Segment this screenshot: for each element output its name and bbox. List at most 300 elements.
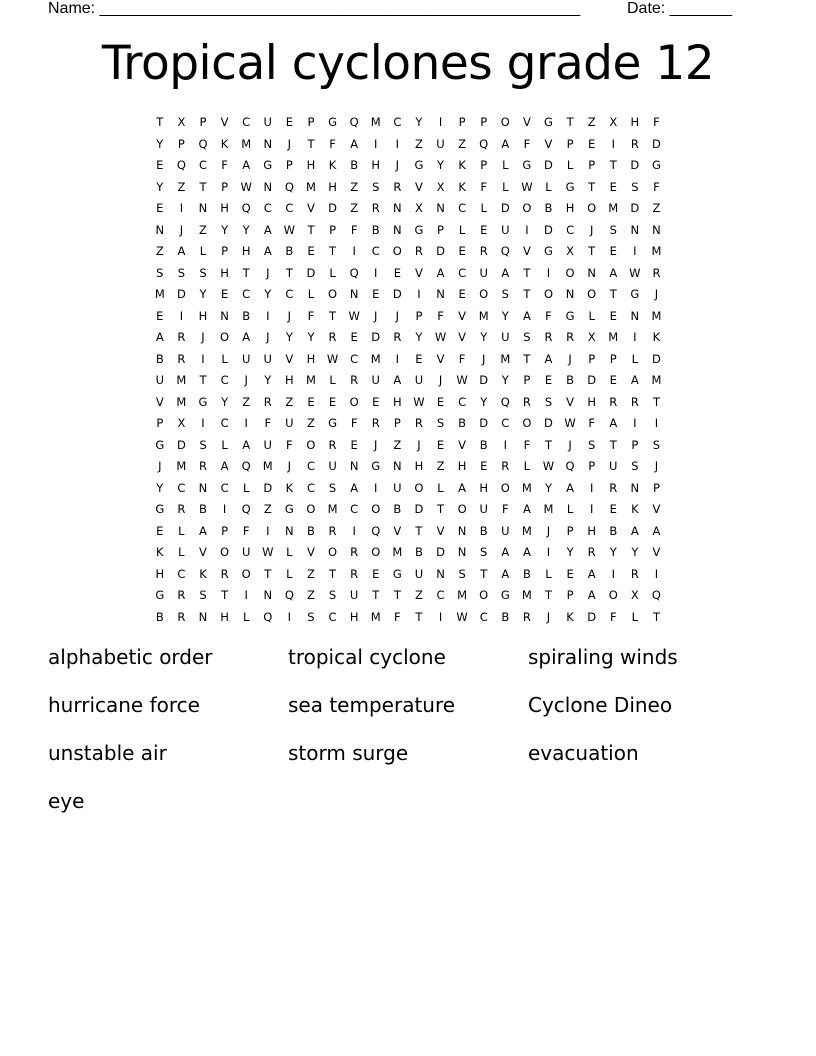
grid-letter: I — [374, 136, 378, 151]
grid-letter: U — [479, 502, 488, 516]
grid-letter: J — [201, 330, 205, 344]
grid-letter: J — [438, 373, 443, 387]
grid-letter: B — [609, 523, 618, 538]
grid-letter: R — [479, 244, 488, 258]
grid-letter: C — [350, 502, 359, 516]
grid-letter: J — [395, 308, 400, 323]
grid-letter: V — [458, 308, 467, 323]
grid-letter: R — [630, 566, 639, 581]
grid-letter: H — [393, 394, 402, 409]
grid-letter: W — [240, 179, 252, 194]
grid-letter: V — [522, 115, 531, 129]
grid-letter: B — [566, 373, 575, 387]
grid-letter: A — [242, 437, 251, 452]
grid-letter: M — [176, 394, 187, 409]
grid-letter: R — [328, 437, 337, 452]
grid-letter: A — [242, 158, 251, 172]
grid-letter: A — [566, 480, 575, 495]
grid-letter: D — [544, 222, 553, 237]
grid-letter: Z — [285, 394, 294, 409]
grid-letter: T — [393, 588, 401, 602]
grid-letter: W — [262, 545, 274, 559]
grid-letter: G — [500, 588, 510, 602]
grid-letter: O — [392, 244, 402, 258]
grid-letter: M — [370, 609, 381, 624]
grid-letter: N — [630, 480, 640, 495]
grid-letter: T — [652, 609, 660, 624]
grid-letter: O — [500, 115, 510, 129]
grid-letter: A — [242, 330, 251, 344]
grid-letter: R — [393, 330, 402, 344]
grid-letter: O — [587, 287, 597, 301]
grid-letter: V — [414, 265, 423, 280]
grid-letter: D — [328, 201, 337, 215]
grid-letter: H — [371, 158, 381, 172]
grid-letter: B — [393, 502, 402, 516]
grid-letter: W — [348, 308, 360, 323]
grid-letter: Y — [199, 287, 207, 301]
grid-letter: T — [588, 244, 596, 258]
grid-letter: J — [654, 459, 659, 473]
grid-letter: N — [393, 459, 402, 473]
grid-letter: M — [651, 308, 662, 323]
page-title: Tropical cyclones grade 12 — [101, 36, 715, 91]
grid-letter: L — [286, 566, 293, 581]
grid-letter: L — [242, 609, 250, 624]
grid-letter: A — [263, 244, 272, 258]
grid-letter: N — [652, 222, 661, 237]
grid-letter: I — [179, 201, 184, 215]
grid-letter: E — [609, 244, 617, 258]
grid-letter: S — [307, 609, 315, 624]
grid-letter: I — [244, 588, 248, 602]
grid-letter: I — [222, 502, 227, 516]
grid-letter: E — [436, 437, 445, 452]
grid-letter: I — [352, 244, 356, 258]
grid-row — [149, 155, 667, 177]
grid-letter: I — [633, 416, 637, 430]
grid-letter: Z — [350, 179, 359, 194]
grid-letter: N — [436, 201, 445, 215]
grid-letter: H — [587, 394, 596, 409]
grid-letter: B — [479, 523, 488, 538]
grid-letter: N — [220, 308, 229, 323]
grid-letter: I — [266, 523, 270, 538]
grid-letter: V — [544, 136, 553, 151]
grid-letter: O — [306, 502, 316, 516]
grid-letter: O — [220, 545, 230, 559]
grid-letter: T — [329, 244, 337, 258]
grid-letter: I — [266, 308, 270, 323]
grid-letter: P — [393, 416, 401, 430]
grid-letter: V — [652, 502, 661, 516]
grid-letter: W — [456, 609, 468, 624]
grid-letter: B — [522, 566, 531, 581]
grid-letter: T — [566, 115, 574, 129]
grid-letter: U — [241, 351, 251, 366]
grid-letter: P — [588, 459, 596, 473]
grid-letter: M — [521, 480, 532, 495]
grid-letter: L — [631, 609, 639, 624]
word-list-item: hurricane force — [48, 693, 200, 717]
grid-row — [149, 263, 667, 285]
grid-letter: F — [501, 502, 509, 516]
grid-letter: C — [242, 115, 251, 129]
grid-letter: T — [415, 523, 423, 538]
grid-letter: S — [523, 330, 531, 344]
grid-letter: M — [521, 523, 532, 538]
grid-letter: N — [587, 265, 596, 280]
grid-letter: L — [545, 566, 552, 581]
grid-letter: H — [630, 115, 640, 129]
name-field-label: Name: ______________________________________________________ — [48, 0, 581, 17]
grid-letter: Z — [436, 459, 445, 473]
grid-letter: A — [652, 523, 661, 538]
grid-letter: J — [546, 523, 551, 538]
grid-letter: J — [568, 437, 572, 452]
grid-letter: A — [458, 480, 467, 495]
grid-letter: Q — [349, 115, 359, 129]
grid-letter: D — [544, 158, 553, 172]
grid-letter: T — [609, 287, 617, 301]
grid-letter: L — [286, 545, 293, 559]
grid-letter: R — [350, 566, 359, 581]
grid-row — [149, 392, 667, 414]
grid-letter: L — [178, 545, 185, 559]
grid-letter: T — [307, 222, 315, 237]
grid-letter: C — [458, 201, 467, 215]
grid-letter: P — [588, 351, 596, 366]
grid-letter: K — [458, 158, 466, 172]
grid-letter: I — [395, 351, 400, 366]
grid-letter: T — [609, 437, 617, 452]
grid-letter: O — [306, 437, 316, 452]
grid-letter: V — [566, 394, 575, 409]
grid-letter: Z — [307, 588, 315, 602]
grid-letter: C — [350, 351, 359, 366]
grid-letter: C — [263, 201, 272, 215]
grid-letter: A — [501, 265, 510, 280]
grid-letter: N — [565, 287, 575, 301]
grid-letter: P — [523, 373, 531, 387]
grid-letter: Y — [544, 480, 552, 495]
grid-letter: N — [457, 545, 467, 559]
grid-letter: I — [611, 136, 615, 151]
grid-letter: D — [306, 265, 316, 280]
grid-letter: A — [393, 373, 402, 387]
grid-letter: T — [372, 588, 380, 602]
grid-letter: F — [545, 308, 552, 323]
grid-letter: H — [220, 609, 229, 624]
grid-letter: C — [479, 609, 488, 624]
grid-letter: A — [199, 523, 207, 538]
grid-letter: F — [480, 179, 488, 194]
grid-letter: U — [414, 373, 424, 387]
grid-letter: T — [544, 437, 552, 452]
grid-letter: R — [177, 351, 186, 366]
grid-letter: G — [522, 158, 532, 172]
grid-letter: P — [437, 222, 444, 237]
grid-letter: A — [522, 502, 531, 516]
grid-letter: M — [521, 588, 532, 602]
grid-letter: U — [414, 566, 424, 581]
grid-letter: K — [458, 179, 466, 194]
grid-letter: I — [244, 416, 248, 430]
grid-row — [149, 564, 667, 586]
grid-letter: Q — [500, 244, 510, 258]
grid-letter: H — [414, 459, 424, 473]
grid-letter: D — [263, 480, 273, 495]
grid-letter: D — [587, 373, 597, 387]
grid-letter: N — [393, 201, 402, 215]
grid-letter: G — [544, 115, 553, 129]
grid-letter: A — [522, 545, 531, 559]
grid-letter: K — [652, 330, 661, 344]
grid-letter: Q — [284, 588, 294, 602]
grid-letter: N — [457, 523, 467, 538]
grid-letter: M — [305, 373, 316, 387]
word-list-item: storm surge — [288, 741, 409, 765]
grid-letter: S — [501, 287, 509, 301]
grid-letter: U — [501, 523, 510, 538]
grid-letter: Z — [652, 201, 661, 215]
grid-row — [149, 542, 667, 564]
grid-letter: E — [372, 287, 380, 301]
grid-letter: B — [501, 609, 510, 624]
grid-letter: M — [154, 287, 165, 301]
grid-letter: A — [630, 373, 639, 387]
grid-letter: I — [438, 609, 443, 624]
grid-letter: E — [350, 330, 358, 344]
grid-letter: L — [329, 265, 336, 280]
grid-letter: Y — [285, 330, 293, 344]
grid-letter: N — [630, 222, 640, 237]
grid-letter: N — [630, 308, 640, 323]
grid-letter: C — [501, 416, 510, 430]
grid-letter: C — [220, 416, 229, 430]
grid-letter: E — [307, 244, 315, 258]
grid-letter: Q — [241, 502, 251, 516]
grid-letter: G — [371, 459, 381, 473]
grid-letter: W — [413, 394, 425, 409]
grid-letter: D — [630, 158, 640, 172]
grid-letter: P — [480, 115, 488, 129]
grid-letter: K — [285, 480, 294, 495]
grid-letter: A — [609, 416, 618, 430]
grid-letter: Z — [587, 115, 596, 129]
grid-letter: S — [544, 394, 553, 409]
grid-letter: M — [392, 545, 403, 559]
grid-letter: G — [392, 566, 402, 581]
grid-row — [149, 220, 667, 242]
grid-letter: T — [523, 351, 531, 366]
grid-letter: V — [652, 545, 661, 559]
grid-letter: Z — [307, 416, 315, 430]
grid-letter: V — [522, 244, 531, 258]
grid-letter: B — [371, 222, 380, 237]
grid-letter: S — [156, 265, 164, 280]
grid-letter: X — [414, 201, 423, 215]
grid-letter: P — [156, 416, 164, 430]
grid-letter: V — [458, 330, 467, 344]
grid-letter: B — [155, 351, 164, 366]
grid-letter: W — [434, 330, 447, 344]
grid-row — [149, 198, 667, 220]
grid-letter: R — [652, 265, 661, 280]
grid-letter: C — [285, 201, 294, 215]
grid-letter: O — [349, 394, 359, 409]
grid-letter: J — [158, 459, 162, 473]
grid-letter: E — [588, 136, 596, 151]
grid-letter: R — [414, 416, 423, 430]
grid-letter: Q — [241, 201, 251, 215]
grid-letter: H — [220, 265, 229, 280]
grid-letter: G — [263, 158, 273, 172]
grid-letter: M — [370, 115, 381, 129]
grid-letter: P — [199, 115, 207, 129]
grid-letter: L — [242, 480, 250, 495]
grid-letter: N — [155, 222, 165, 237]
grid-letter: T — [437, 502, 445, 516]
grid-letter: A — [155, 330, 164, 344]
grid-row — [149, 413, 667, 435]
grid-letter: D — [392, 287, 402, 301]
grid-letter: T — [329, 566, 337, 581]
grid-letter: A — [220, 459, 229, 473]
word-list-item: sea temperature — [288, 693, 456, 717]
grid-letter: M — [457, 588, 468, 602]
grid-letter: R — [501, 459, 510, 473]
grid-letter: V — [436, 523, 445, 538]
grid-letter: T — [307, 136, 315, 151]
grid-letter: B — [458, 416, 467, 430]
grid-letter: U — [609, 459, 618, 473]
grid-letter: G — [565, 308, 575, 323]
grid-letter: V — [458, 437, 467, 452]
grid-letter: O — [241, 566, 251, 581]
grid-letter: A — [263, 222, 272, 237]
grid-letter: A — [544, 351, 553, 366]
grid-letter: D — [436, 545, 445, 559]
grid-letter: F — [588, 416, 595, 430]
grid-letter: L — [502, 179, 509, 194]
grid-letter: G — [155, 588, 165, 602]
grid-letter: L — [566, 502, 574, 516]
grid-letter: A — [350, 480, 359, 495]
grid-row — [149, 478, 667, 500]
grid-letter: O — [608, 588, 618, 602]
grid-letter: S — [199, 437, 207, 452]
grid-letter: F — [653, 115, 660, 129]
grid-letter: H — [155, 566, 165, 581]
grid-letter: M — [262, 459, 273, 473]
grid-letter: T — [480, 566, 488, 581]
grid-letter: R — [393, 179, 402, 194]
grid-letter: F — [264, 416, 272, 430]
grid-letter: C — [458, 265, 467, 280]
grid-letter: E — [307, 394, 315, 409]
grid-letter: P — [285, 158, 293, 172]
grid-letter: C — [566, 222, 575, 237]
grid-letter: O — [371, 545, 381, 559]
grid-letter: Y — [437, 158, 445, 172]
grid-letter: L — [588, 308, 595, 323]
grid-letter: B — [155, 609, 164, 624]
grid-row — [149, 284, 667, 306]
grid-letter: L — [566, 158, 574, 172]
grid-letter: H — [306, 351, 316, 366]
grid-letter: R — [177, 588, 186, 602]
grid-letter: X — [177, 115, 186, 129]
grid-letter: B — [479, 437, 488, 452]
grid-letter: I — [503, 437, 507, 452]
grid-letter: M — [176, 459, 187, 473]
grid-letter: M — [608, 201, 619, 215]
grid-letter: E — [372, 394, 380, 409]
grid-letter: A — [501, 566, 510, 581]
grid-letter: T — [285, 265, 293, 280]
grid-letter: P — [221, 244, 229, 258]
grid-letter: N — [263, 588, 273, 602]
grid-row — [149, 370, 667, 392]
grid-letter: C — [306, 480, 315, 495]
grid-letter: E — [544, 373, 553, 387]
grid-letter: U — [501, 222, 510, 237]
grid-letter: S — [199, 265, 207, 280]
grid-letter: Y — [264, 287, 272, 301]
grid-letter: M — [608, 330, 619, 344]
grid-letter: S — [631, 459, 639, 473]
grid-letter: Z — [458, 136, 467, 151]
grid-letter: P — [566, 588, 574, 602]
grid-letter: K — [220, 136, 229, 151]
grid-letter: P — [329, 222, 337, 237]
grid-letter: S — [458, 566, 466, 581]
grid-letter: R — [544, 330, 553, 344]
grid-letter: U — [436, 136, 445, 151]
grid-letter: C — [285, 287, 294, 301]
grid-letter: E — [156, 201, 164, 215]
grid-letter: N — [198, 480, 208, 495]
grid-letter: A — [587, 566, 596, 581]
grid-letter: Y — [609, 545, 617, 559]
grid-letter: K — [566, 609, 574, 624]
grid-row — [149, 521, 667, 543]
grid-letter: E — [156, 523, 164, 538]
grid-letter: U — [349, 588, 359, 602]
grid-letter: N — [263, 179, 273, 194]
grid-letter: V — [414, 179, 423, 194]
grid-letter: M — [305, 179, 316, 194]
grid-letter: D — [652, 351, 661, 366]
grid-letter: Y — [221, 394, 229, 409]
grid-letter: S — [609, 222, 617, 237]
grid-letter: S — [631, 179, 639, 194]
grid-letter: I — [589, 502, 594, 516]
grid-letter: N — [263, 136, 273, 151]
grid-letter: C — [242, 287, 251, 301]
grid-letter: R — [587, 545, 596, 559]
grid-letter: B — [350, 158, 359, 172]
grid-letter: E — [436, 394, 445, 409]
grid-row — [149, 585, 667, 607]
grid-letter: R — [177, 609, 186, 624]
grid-letter: R — [371, 416, 380, 430]
grid-letter: D — [176, 437, 186, 452]
grid-letter: H — [220, 201, 229, 215]
grid-row — [149, 349, 667, 371]
grid-letter: X — [587, 330, 596, 344]
